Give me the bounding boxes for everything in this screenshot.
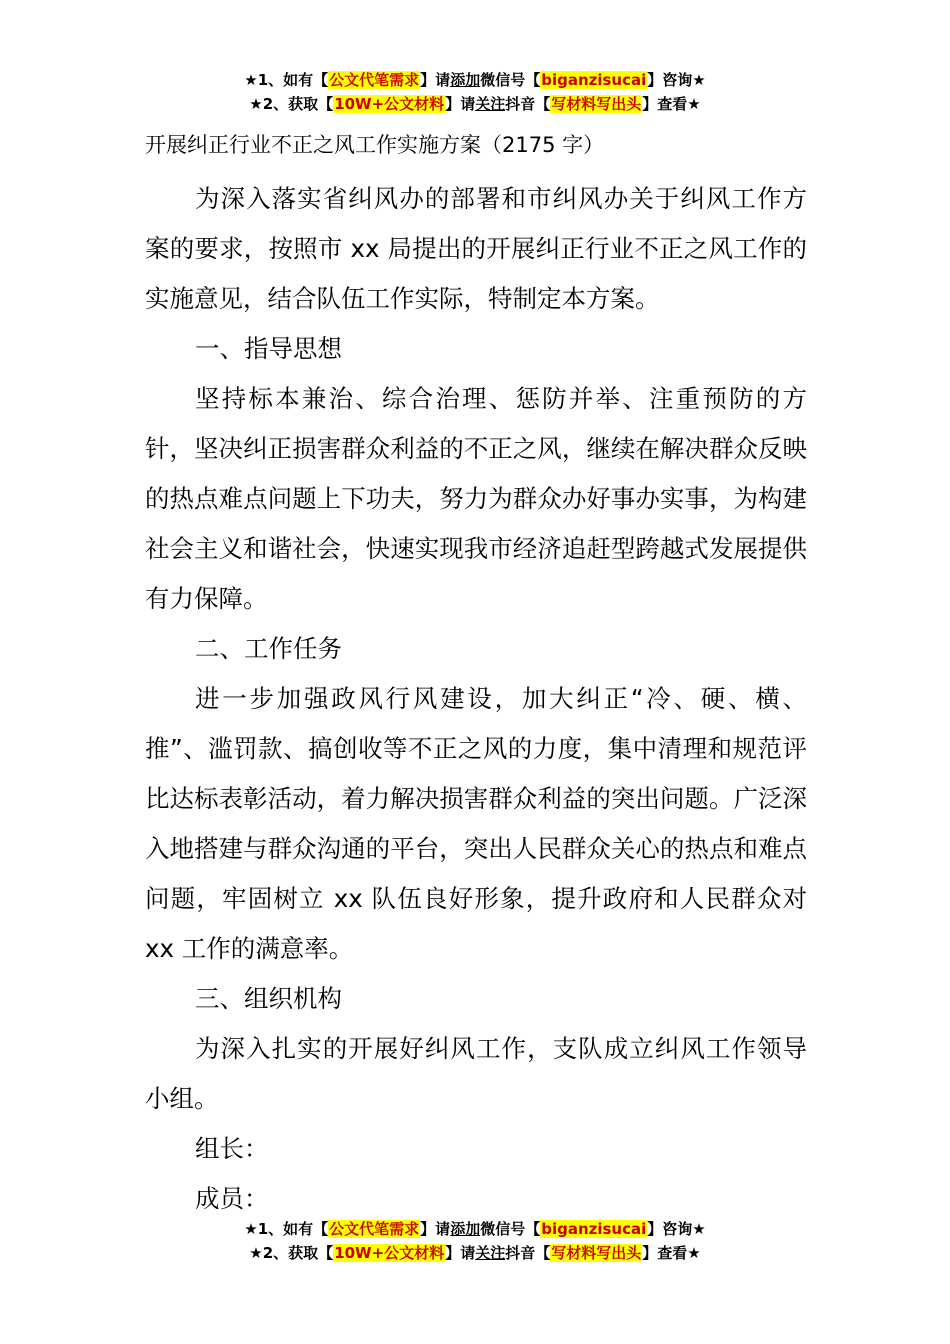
banner-text: 微信号【 (480, 1220, 541, 1238)
banner-text: 】查看★ (642, 95, 701, 113)
section-body-3: 为深入扎实的开展好纠风工作，支队成立纠风工作领导小组。 (145, 1034, 807, 1113)
banner-text: ★2、获取【 (249, 95, 334, 113)
banner-text: ★1、如有【 (244, 1220, 329, 1238)
section-heading-2: 二、工作任务 (195, 634, 342, 663)
banner-line-1 (0, 1217, 950, 1241)
document-title: 开展纠正行业不正之风工作实施方案（2175 字） (145, 133, 605, 157)
document-body (145, 128, 807, 1224)
leader-label: 组长： (195, 1134, 269, 1163)
banner-text: 】请 (445, 1244, 476, 1262)
members-label: 成员： (195, 1184, 269, 1213)
banner-text: ★2、获取【 (249, 1244, 334, 1262)
banner-text: 】请 (445, 95, 476, 113)
banner-highlight: biganzisucai (541, 1220, 647, 1238)
banner-line-2 (0, 92, 950, 116)
banner-text: 】咨询★ (647, 1220, 706, 1238)
banner-highlight: 公文代笔需求 (329, 71, 420, 89)
banner-text: 微信号【 (480, 71, 541, 89)
section-heading-3: 三、组织机构 (195, 984, 342, 1013)
banner-highlight: 写材料写出头 (551, 1244, 642, 1262)
banner-underline-text: 关注 (475, 95, 506, 113)
section-heading-1: 一、指导思想 (195, 334, 342, 363)
section-body-1: 坚持标本兼治、综合治理、惩防并举、注重预防的方针，坚决纠正损害群众利益的不正之风，继续在解决群众反映的热点难点问题上下功夫，努力为群众办好事办实事，为构建社会主义和谐社会，快速实现我市经济追赶型跨越式发展提供有力保障。 (145, 384, 807, 613)
section-body-2: 进一步加强政风行风建设，加大纠正“冷、硬、横、推”、滥罚款、搞创收等不正之风的力度，集中清理和规范评比达标表彰活动，着力解决损害群众利益的突出问题。广泛深入地搭建与群众沟通的平台，突出人民群众关心的热点和难点问题，牢固树立 xx 队伍良好形象，提升政府和人民群众对 xx 工作的满意率。 (145, 684, 807, 963)
banner-highlight: biganzisucai (541, 71, 647, 89)
banner-highlight: 写材料写出头 (551, 95, 642, 113)
intro-paragraph: 为深入落实省纠风办的部署和市纠风办关于纠风工作方案的要求，按照市 xx 局提出的开展纠正行业不正之风工作的实施意见，结合队伍工作实际，特制定本方案。 (145, 184, 807, 313)
footer-banner (0, 1217, 950, 1265)
banner-line-2 (0, 1241, 950, 1265)
banner-text: 】咨询★ (647, 71, 706, 89)
banner-text: 】请 (420, 71, 451, 89)
banner-line-1 (0, 68, 950, 92)
banner-underline-text: 添加 (450, 1220, 481, 1238)
banner-text: 抖音【 (505, 95, 551, 113)
banner-text: 】查看★ (642, 1244, 701, 1262)
banner-text: 抖音【 (505, 1244, 551, 1262)
banner-underline-text: 关注 (475, 1244, 506, 1262)
banner-text: 】请 (420, 1220, 451, 1238)
header-banner (0, 68, 950, 116)
banner-underline-text: 添加 (450, 71, 481, 89)
banner-highlight: 公文代笔需求 (329, 1220, 420, 1238)
banner-highlight: 10W+公文材料 (334, 95, 445, 113)
banner-text: ★1、如有【 (244, 71, 329, 89)
banner-highlight: 10W+公文材料 (334, 1244, 445, 1262)
